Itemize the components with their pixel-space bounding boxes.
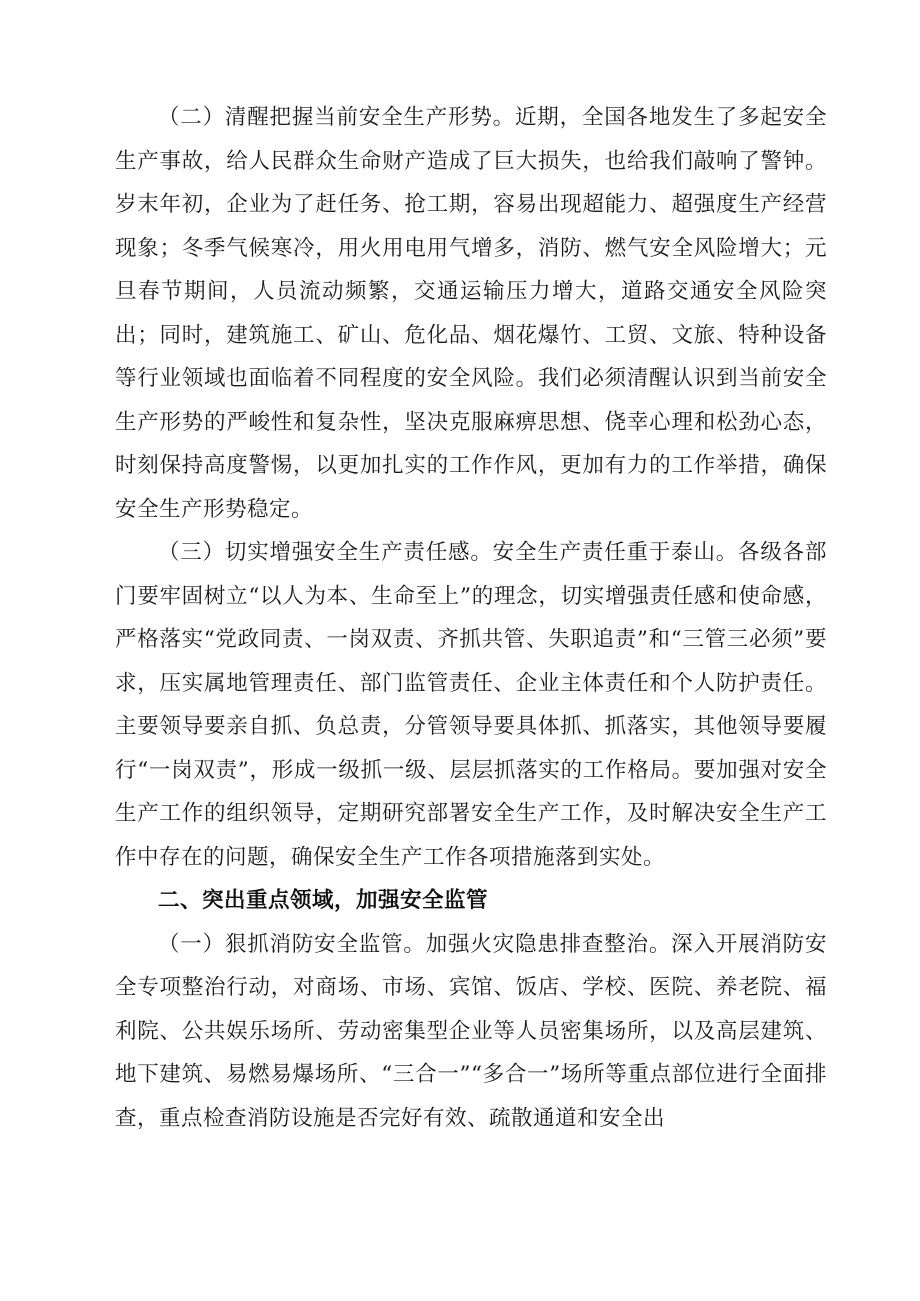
document-body xyxy=(115,96,827,1140)
paragraph-current-safety-situation: （二）清醒把握当前安全生产形势。近期，全国各地发生了多起安全生产事故，给人民群众生命财产造成了巨大损失，也给我们敲响了警钟。岁末年初，企业为了赶任务、抢工期，容易出现超能力、超强度生产经营现象；冬季气候寒冷，用火用电用气增多，消防、燃气安全风险增大；元旦春节期间，人员流动频繁，交通运输压力增大，道路交通安全风险突出；同时，建筑施工、矿山、危化品、烟花爆竹、工贸、文旅、特种设备等行业领域也面临着不同程度的安全风险。我们必须清醒认识到当前安全生产形势的严峻性和复杂性，坚决克服麻痹思想、侥幸心理和松劲心态，时刻保持高度警惕，以更加扎实的工作作风，更加有力的工作举措，确保安全生产形势稳定。 xyxy=(115,105,827,522)
paragraph-fire-safety-supervision: （一）狠抓消防安全监管。加强火灾隐患排查整治。深入开展消防安全专项整治行动，对商场、市场、宾馆、饭店、学校、医院、养老院、福利院、公共娱乐场所、劳动密集型企业等人员密集场所，以及高层建筑、地下建筑、易燃易爆场所、“三合一”“多合一”场所等重点部位进行全面排查，重点检查消防设施是否完好有效、疏散通道和安全出 xyxy=(115,931,827,1131)
paragraph-safety-responsibility: （三）切实增强安全生产责任感。安全生产责任重于泰山。各级各部门要牢固树立“以人为本、生命至上”的理念，切实增强责任感和使命感，严格落实“党政同责、一岗双责、齐抓共管、失职追责”和“三管三必须”要求，压实属地管理责任、部门监管责任、企业主体责任和个人防护责任。主要领导要亲自抓、负总责，分管领导要具体抓、抓落实，其他领导要履行“一岗双责”，形成一级抓一级、层层抓落实的工作格局。要加强对安全生产工作的组织领导，定期研究部署安全生产工作，及时解决安全生产工作中存在的问题，确保安全生产工作各项措施落到实处。 xyxy=(115,540,827,870)
section-heading-key-areas: 二、突出重点领域，加强安全监管 xyxy=(158,888,489,913)
